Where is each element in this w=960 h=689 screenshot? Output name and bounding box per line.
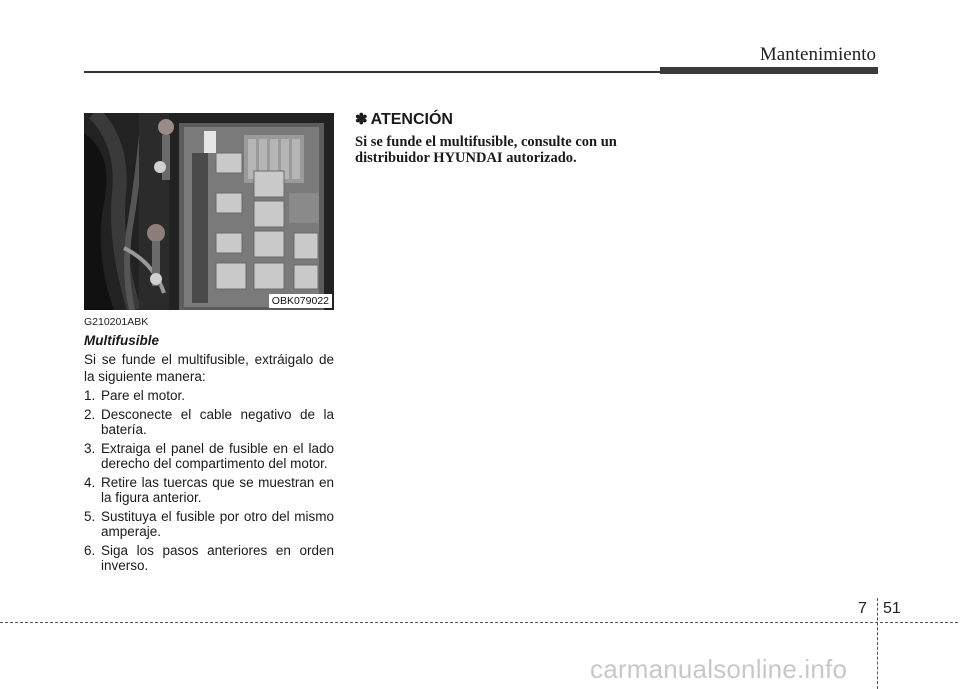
steps-list (84, 388, 334, 574)
left-column (84, 316, 334, 577)
list-item: 6. Siga los pasos anteriores en orden inverso. (84, 542, 334, 573)
list-item: 1. Pare el motor. (84, 388, 186, 403)
attention-heading: ✽ ATENCIÓN (355, 111, 453, 128)
footer-dashed-rule (0, 622, 958, 623)
header-rule-thick (660, 67, 878, 74)
header-rule-thin (84, 71, 660, 73)
list-item: 2. Desconecte el cable negativo de la batería. (84, 406, 334, 437)
list-item: 4. Retire las tuercas que se muestran en la figura anterior. (84, 474, 334, 505)
chapter-number: 7 (858, 600, 867, 617)
figure-code: OBK079022 (269, 294, 332, 308)
fuse-box-photo (84, 113, 334, 310)
footer-dashed-divider (877, 598, 878, 689)
running-header: Mantenimiento (759, 44, 876, 65)
list-item: 3. Extraiga el panel de fusible en el lado derecho del compartimento del motor. (84, 440, 334, 471)
section-intro: Si se funde el multifusible, extráigalo de la siguiente manera: (84, 352, 334, 384)
star-icon: ✽ (355, 111, 368, 128)
section-title: Multifusible (84, 333, 159, 348)
attention-body: Si se funde el multifusible, consulte con un distribuidor HYUNDAI autorizado. (355, 134, 617, 166)
list-item: 5. Sustituya el fusible por otro del mismo amperaje. (84, 508, 334, 539)
watermark: carmanualsonline.info (590, 654, 848, 684)
right-column (355, 110, 635, 166)
page-number: 51 (883, 600, 901, 617)
section-code: G210201ABK (84, 316, 149, 328)
